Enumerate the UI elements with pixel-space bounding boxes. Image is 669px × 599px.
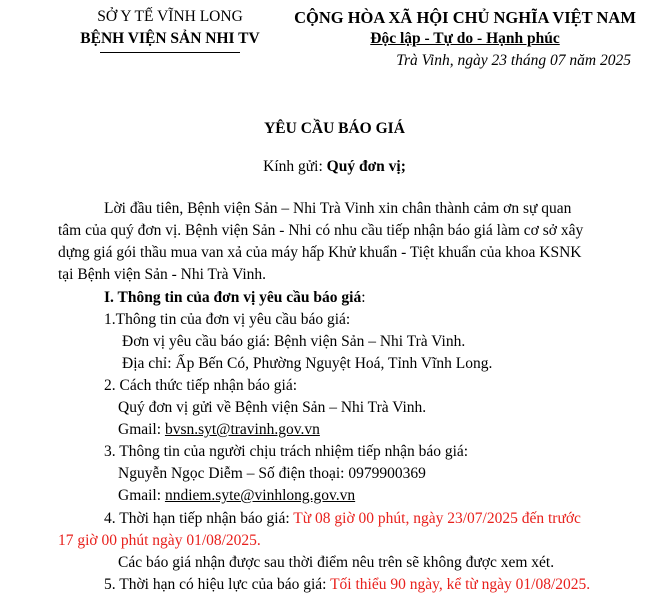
item2-method: Quý đơn vị gửi về Bệnh viện Sản – Nhi Trà Vinh. — [118, 399, 427, 416]
item5-line — [104, 576, 590, 594]
department-name: SỞ Y TẾ VĨNH LONG — [97, 8, 243, 25]
hospital-name: BỆNH VIỆN SẢN NHI TV — [80, 30, 260, 47]
section1-heading — [104, 289, 366, 307]
section1-heading-text: I. Thông tin của đơn vị yêu cầu báo giá — [104, 289, 362, 306]
national-motto-text: Độc lập - Tự do - Hạnh phúc — [370, 30, 560, 47]
item3-person: Nguyễn Ngọc Diễm – Số điện thoại: 0979900369 — [118, 465, 426, 482]
item2-gmail-label: Gmail: — [118, 421, 165, 438]
item4-deadline-part1: Từ 08 giờ 00 phút, ngày 23/07/2025 đến trước — [293, 510, 581, 527]
item4-line1 — [104, 510, 581, 528]
intro-line-1: Lời đầu tiên, Bệnh viện Sản – Nhi Trà Vinh xin chân thành cảm ơn sự quan — [104, 200, 572, 217]
salutation-recipient: Quý đơn vị; — [326, 158, 406, 175]
item4-note: Các báo giá nhận được sau thời điểm nêu trên sẽ không được xem xét. — [118, 554, 555, 571]
item2-title: 2. Cách thức tiếp nhận báo giá: — [104, 377, 298, 394]
salutation — [0, 158, 669, 176]
item5-validity: Tối thiểu 90 ngày, kể từ ngày 01/08/2025. — [330, 576, 591, 593]
section1-heading-colon: : — [361, 289, 366, 306]
item3-gmail-label: Gmail: — [118, 487, 165, 504]
item3-gmail-link[interactable]: nndiem.syte@vinhlong.gov.vn — [164, 487, 356, 504]
intro-line-4: tại Bệnh viện Sản - Nhi Trà Vinh. — [58, 266, 267, 283]
salutation-prefix: Kính gửi: — [263, 158, 327, 175]
item4-prefix: 4. Thời hạn tiếp nhận báo giá: — [104, 510, 294, 527]
item1-address: Địa chỉ: Ấp Bến Có, Phường Nguyệt Hoá, Tỉnh Vĩnh Long. — [122, 355, 493, 372]
intro-line-2: tâm của quý đơn vị. Bệnh viện Sản - Nhi có nhu cầu tiếp nhận báo giá làm cơ sở xây — [58, 222, 584, 239]
item2-gmail-link[interactable]: bvsn.syt@travinh.gov.vn — [164, 421, 320, 438]
item1-title: 1.Thông tin của đơn vị yêu cầu báo giá: — [104, 311, 351, 328]
item1-unit: Đơn vị yêu cầu báo giá: Bệnh viện Sản – Nhi Trà Vinh. — [122, 333, 466, 350]
document-date: Trà Vinh, ngày 23 tháng 07 năm 2025 — [396, 52, 631, 69]
item2-gmail-line — [118, 421, 320, 439]
item3-gmail-line — [118, 487, 355, 505]
national-motto — [270, 30, 660, 48]
item3-title: 3. Thông tin của người chịu trách nhiệm tiếp nhận báo giá: — [104, 443, 469, 460]
national-title: CỘNG HÒA XÃ HỘI CHỦ NGHĨA VIỆT NAM — [294, 8, 636, 27]
item5-prefix: 5. Thời hạn có hiệu lực của báo giá: — [104, 576, 331, 593]
item4-deadline-part2: 17 giờ 00 phút ngày 01/08/2025. — [58, 532, 261, 549]
document-title: YÊU CẦU BÁO GIÁ — [264, 120, 405, 137]
hospital-underline — [100, 52, 240, 53]
intro-line-3: dựng giá gói thầu mua van xả của máy hấp Khử khuẩn - Tiệt khuẩn của khoa KSNK — [58, 244, 582, 261]
